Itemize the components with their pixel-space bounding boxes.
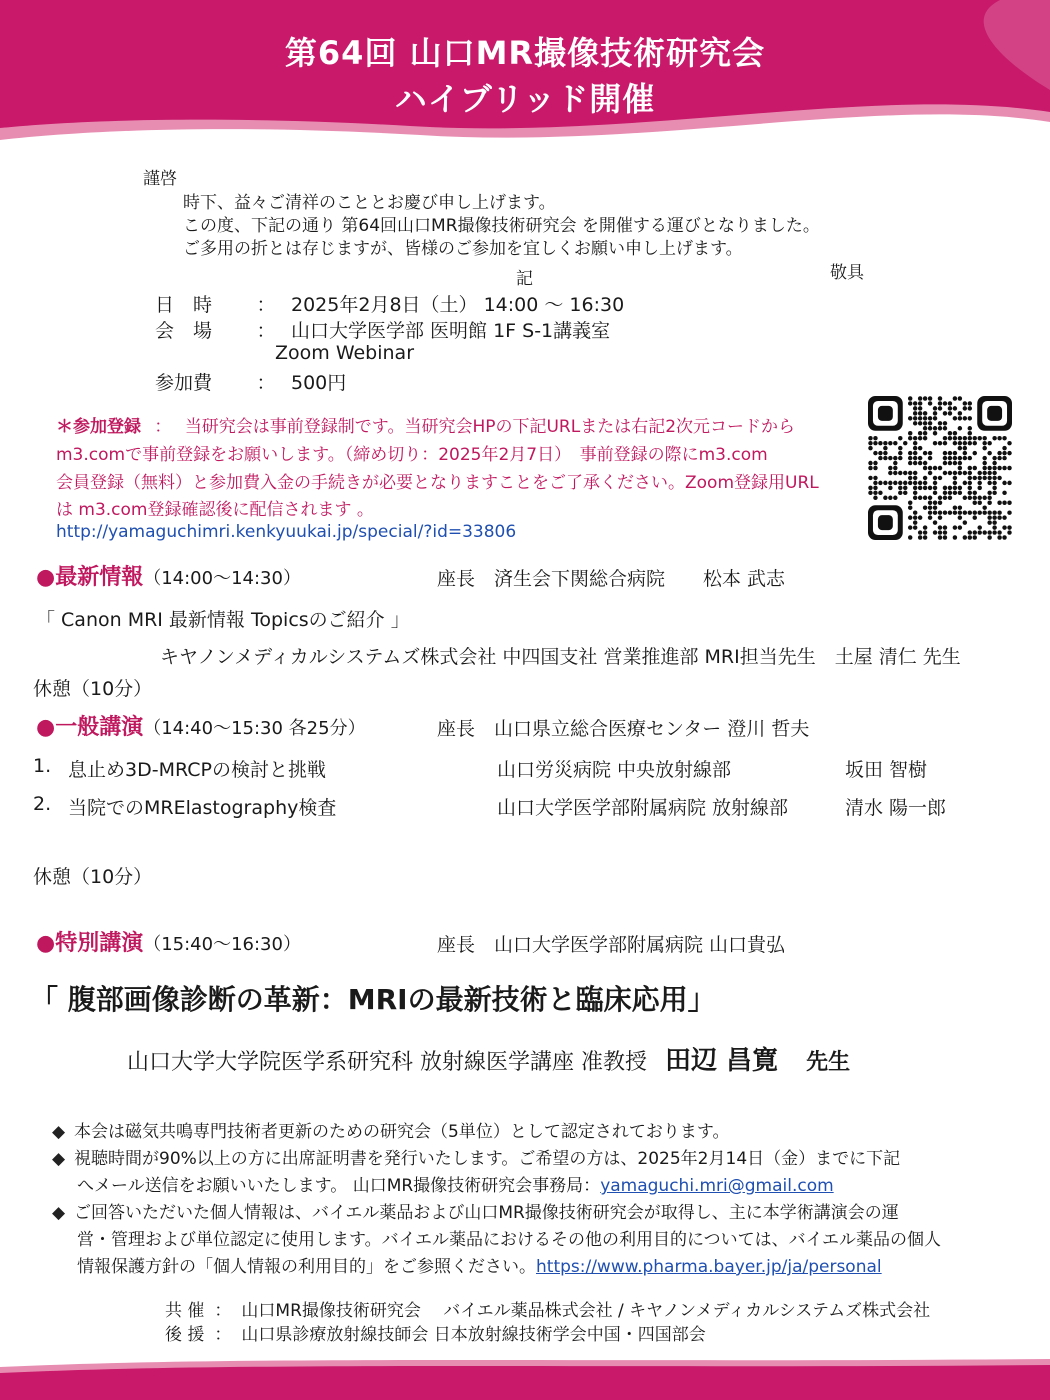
note-3-text-c: 情報保護方針の「個人情報の利用目的」をご参照ください。 — [77, 1257, 536, 1277]
note-3 — [52, 1198, 899, 1223]
registration-url[interactable]: http://yamaguchimri.kenkyuukai.jp/special/?id=33806 — [56, 522, 517, 542]
bullet-dot-icon: ● — [36, 931, 56, 956]
letter-opening: 謹啓 — [143, 169, 177, 189]
talk-1-title: 息止め3D-MRCPの検討と挑戦 — [68, 759, 326, 781]
venue-colon: ： — [256, 320, 276, 342]
registration-line-4: は m3.com登録確認後に配信されます 。 — [56, 500, 374, 520]
note-2-text-a: 視聴時間が90%以上の方に出席証明書を発行いたします。ご希望の方は、2025年2月14日（金）までに下記 — [74, 1149, 901, 1169]
letter-line-3: ご多用の折とは存じますが、皆様のご参加を宜しくお願い申し上げます。 — [183, 239, 743, 259]
section-general-title: 一般講演 — [55, 715, 144, 740]
venue-label: 会 場 — [155, 320, 213, 342]
talk-2-org: 山口大学医学部附属病院 放射線部 — [497, 797, 789, 819]
event-title: 第64回 山口MR撮像技術研究会 — [284, 34, 766, 72]
section-latest-heading — [36, 560, 301, 591]
registration-line-1 — [56, 412, 795, 437]
section-latest-chair: 座長 済生会下関総合病院 松本 武志 — [437, 568, 786, 590]
section-special-chair: 座長 山口大学医学部附属病院 山口貴弘 — [437, 934, 786, 956]
section-latest-time: （14:00～14:30） — [143, 568, 301, 589]
support-label: 後 援 — [165, 1325, 205, 1345]
section-general-chair: 座長 山口県立総合医療センター 澄川 哲夫 — [437, 718, 810, 740]
footer-banner — [0, 1355, 1050, 1400]
cohost-value: 山口MR撮像技術研究会 バイエル薬品株式会社 / キヤノンメディカルシステムズ株式会社 — [241, 1301, 931, 1321]
support-colon: ： — [214, 1325, 232, 1345]
registration-sep: ： — [154, 417, 172, 437]
special-talk-title: 「 腹部画像診断の革新：MRIの最新技術と臨床応用」 — [30, 983, 716, 1016]
fee-value: 500円 — [291, 372, 347, 394]
date-label: 日 時 — [155, 294, 213, 316]
note-3-line-c — [77, 1252, 882, 1277]
section-special-heading — [36, 926, 301, 957]
section-special-time: （15:40～16:30） — [143, 934, 301, 955]
privacy-policy-link[interactable]: https://www.pharma.bayer.jp/ja/personal — [536, 1257, 882, 1277]
letter-ki: 記 — [516, 269, 533, 289]
letter-line-1: 時下、益々ご清祥のこととお慶び申し上げます。 — [183, 193, 556, 213]
talk-1-org: 山口労災病院 中央放射線部 — [497, 759, 732, 781]
support-row — [165, 1320, 706, 1345]
talk-2-num: 2. — [33, 793, 52, 815]
qr-code-icon[interactable] — [868, 396, 1012, 540]
registration-text-1: 当研究会は事前登録制です。当研究会HPの下記URLまたは右記2次元コードから — [184, 417, 796, 437]
section-latest-talk: 「 Canon MRI 最新情報 Topicsのご紹介 」 — [36, 609, 410, 631]
registration-line-2: m3.comで事前登録をお願いします。（締め切り：2025年2月7日） 事前登録の際にm3.com — [56, 445, 768, 465]
event-subtitle: ハイブリッド開催 — [394, 80, 656, 118]
talk-1-speaker: 坂田 智樹 — [845, 759, 928, 781]
diamond-bullet-icon: ◆ — [52, 1149, 66, 1169]
fee-colon: ： — [256, 372, 276, 394]
special-honorific: 先生 — [806, 1050, 851, 1075]
section-latest-speaker: キヤノンメディカルシステムズ株式会社 中四国支社 営業推進部 MRI担当先生 土屋 清仁 先生 — [160, 646, 961, 668]
note-1-text: 本会は磁気共鳴専門技術者更新のための研究会（5単位）として認定されております。 — [74, 1122, 730, 1142]
venue-online: Zoom Webinar — [275, 342, 415, 364]
special-speaker: 田辺 昌寛 — [665, 1046, 779, 1076]
contact-email-link[interactable]: yamaguchi.mri@gmail.com — [600, 1176, 834, 1196]
fee-row — [155, 368, 346, 395]
date-value: 2025年2月8日（土） 14:00 ～ 16:30 — [291, 294, 625, 316]
section-latest-title: 最新情報 — [55, 565, 144, 590]
talk-1-num: 1. — [33, 755, 52, 777]
diamond-bullet-icon: ◆ — [52, 1122, 66, 1142]
registration-label: ＊参加登録 — [56, 417, 141, 437]
letter-closing: 敬具 — [830, 263, 864, 283]
cohost-row — [165, 1296, 930, 1321]
note-2 — [52, 1144, 900, 1169]
cohost-colon: ： — [214, 1301, 232, 1321]
note-2-text-b: へメール送信をお願いいたします。 山口MR撮像技術研究会事務局： — [77, 1176, 601, 1196]
venue-row — [155, 316, 610, 343]
note-3-text-b: 営・管理および単位認定に使用します。バイエル薬品におけるその他の利用目的については、バイエル薬品の個人 — [77, 1230, 941, 1250]
registration-line-3: 会員登録（無料）と参加費入金の手続きが必要となりますことをご了承ください。Zoom登録用URL — [56, 473, 819, 493]
date-colon: ： — [256, 294, 276, 316]
letter-line-2: この度、下記の通り 第64回山口MR撮像技術研究会 を開催する運びとなりました。 — [183, 216, 820, 236]
special-speaker-row — [127, 1040, 850, 1077]
section-general-time: （14:40～15:30 各25分） — [143, 718, 366, 739]
special-affiliation: 山口大学大学院医学系研究科 放射線医学講座 准教授 — [127, 1050, 647, 1075]
bullet-dot-icon: ● — [36, 565, 56, 590]
break-2: 休憩（10分） — [33, 866, 153, 888]
support-value: 山口県診療放射線技師会 日本放射線技術学会中国・四国部会 — [241, 1325, 706, 1345]
note-3-text-a: ご回答いただいた個人情報は、バイエル薬品および山口MR撮像技術研究会が取得し、主に本学術講演会の運 — [74, 1203, 899, 1223]
diamond-bullet-icon: ◆ — [52, 1203, 66, 1223]
fee-label: 参加費 — [155, 372, 213, 394]
section-general-heading — [36, 710, 366, 741]
talk-2-title: 当院でのMRElastography検査 — [68, 797, 337, 819]
note-1 — [52, 1117, 729, 1142]
break-1: 休憩（10分） — [33, 678, 153, 700]
talk-2-speaker: 清水 陽一郎 — [845, 797, 947, 819]
bullet-dot-icon: ● — [36, 715, 56, 740]
note-2-line-b — [77, 1171, 834, 1196]
cohost-label: 共 催 — [165, 1301, 205, 1321]
section-special-title: 特別講演 — [55, 931, 144, 956]
date-row — [155, 290, 624, 317]
venue-value: 山口大学医学部 医明館 1F S-1講義室 — [291, 320, 611, 342]
